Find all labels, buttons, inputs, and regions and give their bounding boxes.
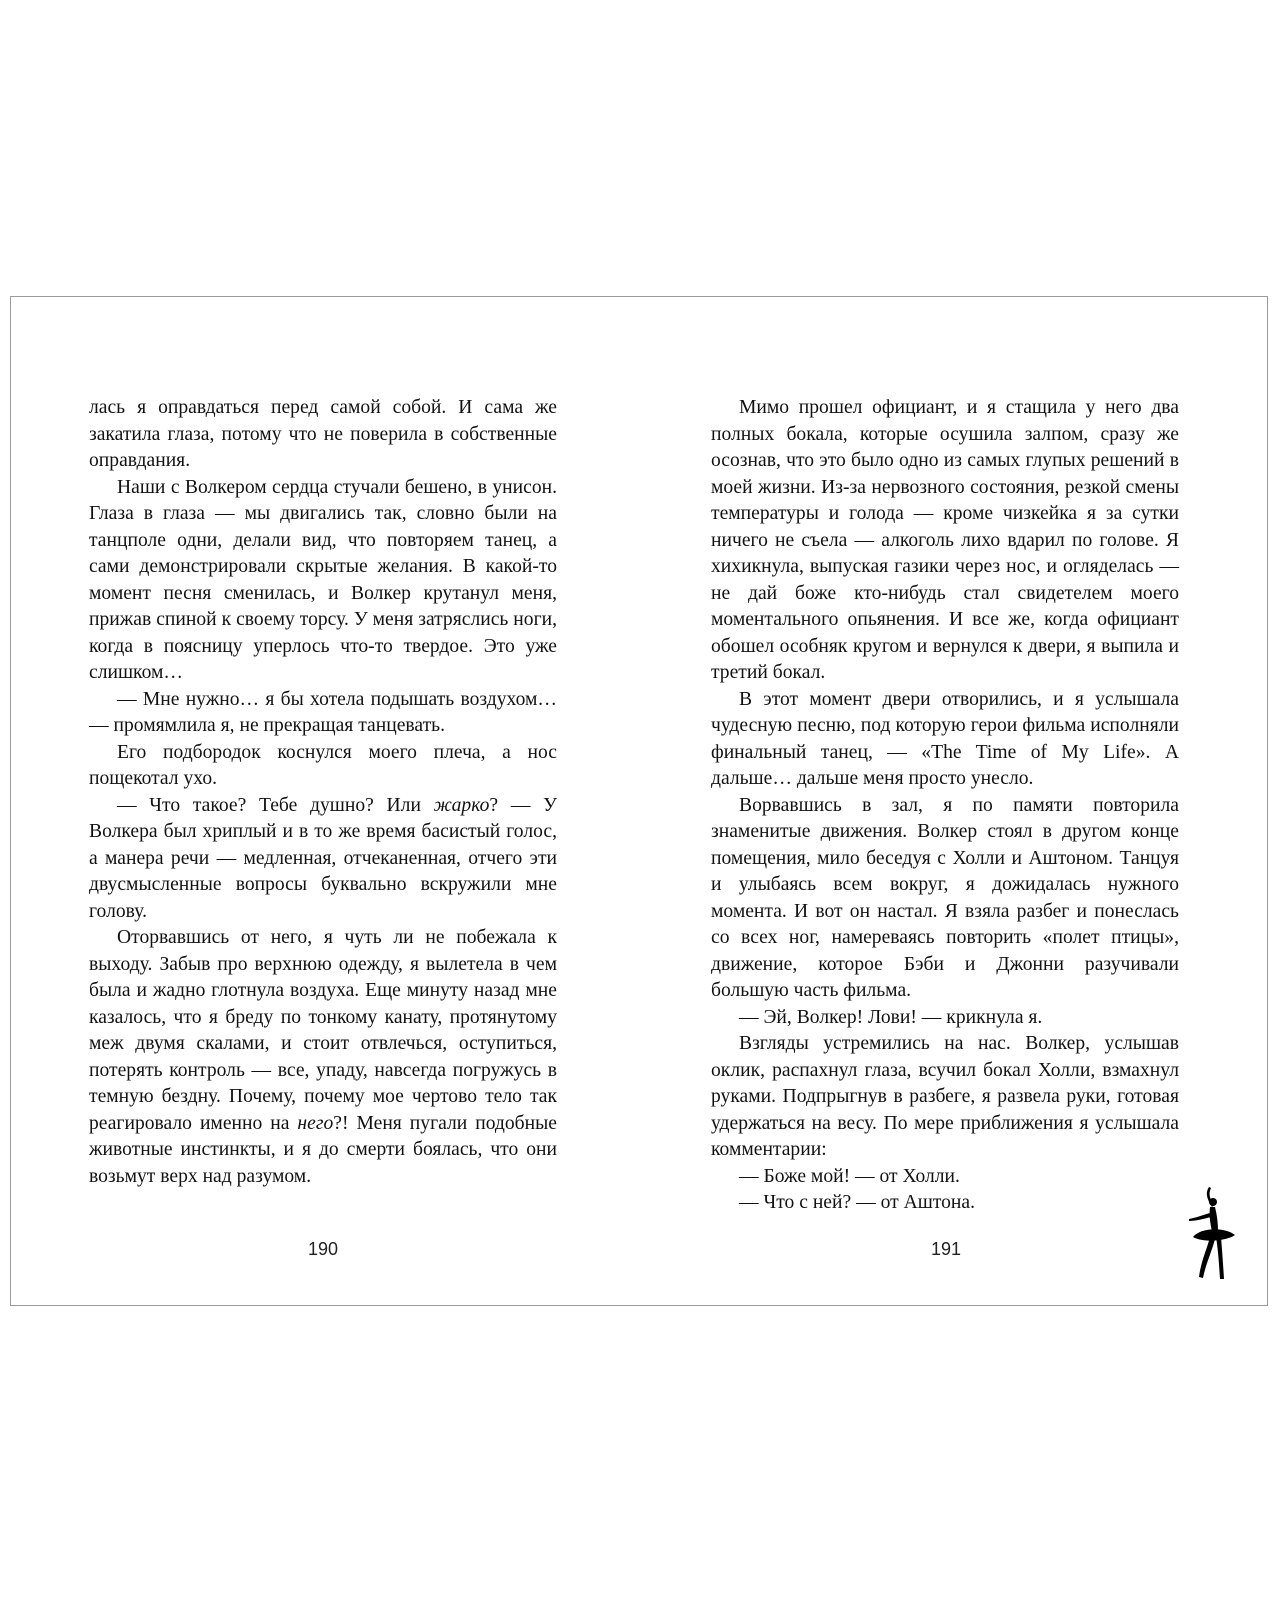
paragraph: лась я оправдаться перед самой собой. И сама же закатила глаза, потому что не поверила в собственные оправдания. (89, 397, 557, 471)
paragraph (89, 793, 557, 926)
italic-word: него (297, 1112, 334, 1134)
paragraph: — Боже мой! — от Холли. (739, 1165, 960, 1187)
paragraph-start: Оторвавшись от него, я чуть ли не побежала к выходу. Забыв про верхнюю одежду, я вылетела в чем была и жадно глотнула воздуха. Еще минуту назад мне казалось, что я бреду по тонкому канату, протянутому меж двумя скалами, и стоит отвлечься, оступиться, потерять контроль — все, упаду, навсегда погружусь в темную бездну. Почему, почему мое чертово тело так реагировало именно на (89, 927, 557, 1134)
right-page-text (711, 395, 1179, 1217)
paragraph: Мимо прошел официант, и я стащила у него два полных бокала, которые осушила залпом, сразу же осознав, что это было одно из самых глупых решений в моей жизни. Из-за нервозного состояния, резкой смены температуры и голода — кроме чизкейка я за сутки ничего не съела — алкоголь лихо вдарил по голове. Я хихикнула, выпуская газики через нос, и огляделась — не дай боже кто-нибудь стал свидетелем моего моментального опьянения. И все же, когда официант обошел особняк кругом и вернулся к двери, я выпила и третий бокал. (711, 397, 1179, 683)
question-start: — Что такое? Тебе душно? Или (117, 794, 434, 816)
paragraph: Ворвавшись в зал, я по памяти повторила знаменитые движения. Волкер стоял в другом конце помещения, мило беседуя с Холли и Аштоном. Танцуя и улыбаясь всем вокруг, я дожидалась нужного момента. И вот он настал. Я взяла разбег и понеслась со всех ног, намереваясь повторить «полет птицы», движение, которое Бэби и Джонни разучивали большую часть фильма. (711, 794, 1179, 1001)
left-page-text (89, 395, 557, 1190)
paragraph: Его подбородок коснулся моего плеча, а нос пощекотал ухо. (89, 741, 557, 789)
paragraph: — Мне нужно… я бы хотела подышать воздухом… — промямлила я, не прекращая танцевать. (89, 688, 557, 736)
paragraph-end: ?! Меня пугали подобные животные инстинкты, и я до смерти боялась, что они возьмут верх над разумом. (89, 1112, 558, 1187)
paragraph (89, 925, 557, 1190)
paragraph: — Эй, Волкер! Лови! — крикнула я. (739, 1006, 1043, 1028)
page-number-left: 190 (307, 1239, 339, 1259)
paragraph: В этот момент двери отворились, и я услышала чудесную песню, под которую герои фильма исполняли финальный танец, — «The Time of My Life». А дальше… дальше меня просто унесло. (711, 688, 1179, 789)
question-continuation: Волкера был хриплый и в то же время басистый голос, а манера речи — медленная, отчеканенная, отчего эти двусмысленные вопросы буквально вскружили мне голову. (89, 821, 557, 922)
paragraph: Наши с Волкером сердца стучали бешено, в унисон. Глаза в глаза — мы двигались так, словно были на танцполе одни, делали вид, что повторяем танец, а сами демонстрировали скрытые желания. В какой-то момент песня сменилась, и Волкер крутанул меня, прижав спиной к своему торсу. У меня затряслись ноги, когда в поясницу уперлось что-то твердое. Это уже слишком… (89, 476, 557, 683)
italic-word: жарко (433, 794, 490, 816)
paragraph: — Что с ней? — от Аштона. (739, 1192, 975, 1213)
question-end: ? — У (489, 794, 557, 816)
page-number-right: 191 (930, 1239, 962, 1259)
book-spread (10, 296, 1268, 1306)
paragraph: Взгляды устремились на нас. Волкер, услышав оклик, распахнул глаза, всучил бокал Холли, взмахнул руками. Подпрыгнув в разбеге, я развела руки, готовая удержаться на весу. По мере приближения я услышала комментарии: (711, 1033, 1179, 1160)
ballerina-icon (1185, 1185, 1241, 1283)
